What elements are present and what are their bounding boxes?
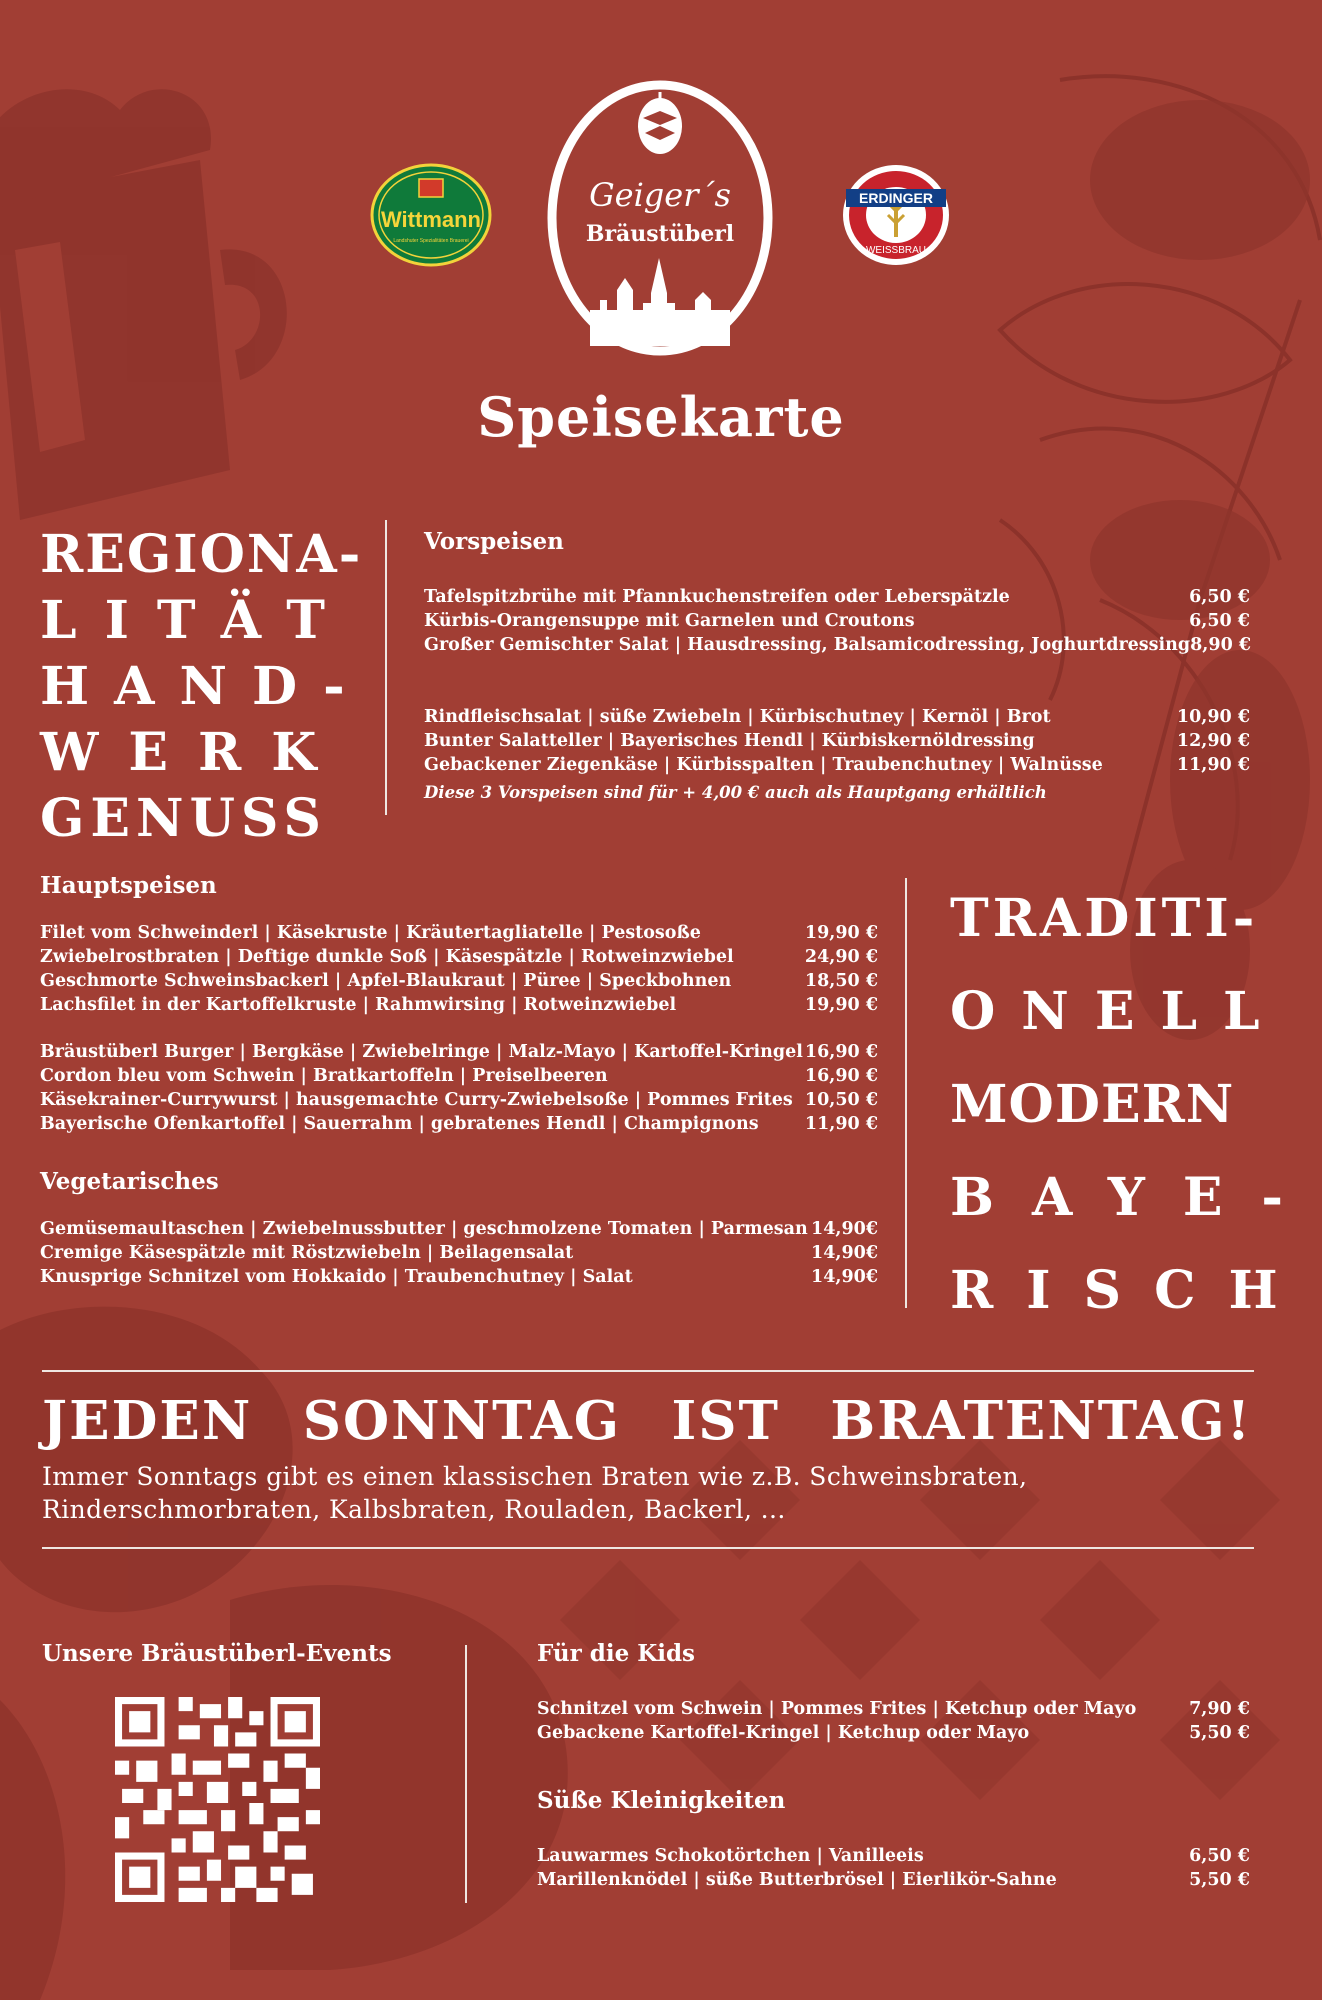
divider-vertical [385,520,387,815]
svg-text:Landshuter Spezialitäten Braue: Landshuter Spezialitäten Brauerei [393,238,469,244]
divider-horizontal [42,1370,1254,1372]
slogan-line: GENUSS [40,788,327,849]
slogan-line: HAND- [40,656,370,717]
section-heading: Vegetarisches [40,1168,219,1195]
menu-item: Tafelspitzbrühe mit Pfannkuchenstreifen oder Leberspätzle 6,50 € [424,587,1250,607]
slogan-right [950,872,1322,1337]
menu-item: Käsekrainer-Currywurst | hausgemachte Curry-Zwiebelsoße | Pommes Frites 10,50 € [40,1090,878,1110]
menu-item: Marillenknödel | süße Butterbrösel | Eierlikör-Sahne 5,50 € [537,1870,1250,1890]
menu-list [537,1697,1250,1745]
erdinger-logo [840,163,952,267]
slogan-line: BAYE- [950,1167,1322,1228]
events-heading: Unsere Bräustüberl-Events [42,1640,392,1667]
sunday-title: JEDEN SONNTAG IST BRATENTAG! [42,1390,1252,1452]
section-vorspeisen [424,528,1250,802]
menu-list [424,705,1250,777]
section-heading: Süße Kleinigkeiten [537,1787,786,1814]
menu-item: Cordon bleu vom Schwein | Bratkartoffeln | Preiselbeeren 16,90 € [40,1066,878,1086]
wittmann-logo [370,163,492,267]
section-kids [537,1640,1250,1892]
geigers-braeustuberl-logo [545,78,775,358]
menu-item: Cremige Käsespätzle mit Röstzwiebeln | Beilagensalat 14,90€ [40,1243,878,1263]
sunday-description: Immer Sonntags gibt es einen klassischen Braten wie z.B. Schweinsbraten, Rinderschmorbraten, Kalbsbraten, Rouladen, Backerl, ... [42,1462,1028,1524]
divider-vertical [905,878,907,1308]
qr-code-icon[interactable] [115,1697,320,1902]
menu-item: Rindfleischsalat | süße Zwiebeln | Kürbischutney | Kernöl | Brot 10,90 € [424,707,1250,727]
menu-item: Gebackener Ziegenkäse | Kürbisspalten | Traubenchutney | Walnüsse 11,90 € [424,755,1250,775]
menu-item: Knusprige Schnitzel vom Hokkaido | Traubenchutney | Salat 14,90€ [40,1267,878,1287]
svg-text:Geiger´s: Geiger´s [589,176,731,214]
menu-item: Bunter Salatteller | Bayerisches Hendl | Kürbiskernöldressing 12,90 € [424,731,1250,751]
divider-vertical [465,1645,467,1903]
svg-text:ERDINGER: ERDINGER [859,190,933,206]
menu-item: Großer Gemischter Salat | Hausdressing, Balsamicodressing, Joghurtdressing 8,90 € [424,635,1252,655]
slogan-line: ONELL [950,981,1286,1042]
menu-item: Bayerische Ofenkartoffel | Sauerrahm | gebratenes Hendl | Champignons 11,90 € [40,1114,878,1134]
menu-item: Gemüsemaultaschen | Zwiebelnussbutter | geschmolzene Tomaten | Parmesan 14,90€ [40,1219,878,1239]
menu-item: Lachsfilet in der Kartoffelkruste | Rahmwirsing | Rotweinzwiebel 19,90 € [40,995,878,1015]
menu-list [40,1040,878,1136]
svg-text:WEISSBRAU: WEISSBRAU [865,245,927,256]
menu-item: Geschmorte Schweinsbackerl | Apfel-Blaukraut | Püree | Speckbohnen 18,50 € [40,971,878,991]
slogan-line: TRADITI- [950,888,1259,949]
menu-list [40,1217,878,1289]
vorspeisen-note: Diese 3 Vorspeisen sind für + 4,00 € auch als Hauptgang erhältlich [424,783,1047,802]
slogan-line: MODERN [950,1074,1235,1135]
svg-text:Wittmann: Wittmann [380,207,482,232]
svg-text:Bräustüberl: Bräustüberl [585,221,735,247]
menu-list [40,921,878,1017]
slogan-line: REGIONA- [40,524,363,585]
menu-list [537,1844,1250,1892]
menu-item: Bräustüberl Burger | Bergkäse | Zwiebelringe | Malz-Mayo | Kartoffel-Kringel 16,90 € [40,1042,878,1062]
menu-item: Kürbis-Orangensuppe mit Garnelen und Croutons 6,50 € [424,611,1250,631]
section-hauptspeisen [40,872,878,1289]
slogan-line: WERK [40,722,347,783]
slogan-line: RISCH [950,1260,1311,1321]
section-heading: Vorspeisen [424,528,564,555]
section-heading: Für die Kids [537,1640,695,1667]
slogan-line: LITÄT [40,590,353,651]
menu-item: Lauwarmes Schokotörtchen | Vanilleeis 6,50 € [537,1846,1250,1866]
menu-item: Gebackene Kartoffel-Kringel | Ketchup oder Mayo 5,50 € [537,1723,1250,1743]
slogan-left [40,522,370,852]
menu-item: Schnitzel vom Schwein | Pommes Frites | Ketchup oder Mayo 7,90 € [537,1699,1250,1719]
menu-item: Zwiebelrostbraten | Deftige dunkle Soß | Käsespätzle | Rotweinzwiebel 24,90 € [40,947,878,967]
menu-item: Filet vom Schweinderl | Käsekruste | Kräutertagliatelle | Pestosoße 19,90 € [40,923,878,943]
section-heading: Hauptspeisen [40,872,217,899]
divider-horizontal [42,1547,1254,1549]
menu-list [424,585,1250,657]
page-title: Speisekarte [477,385,845,449]
